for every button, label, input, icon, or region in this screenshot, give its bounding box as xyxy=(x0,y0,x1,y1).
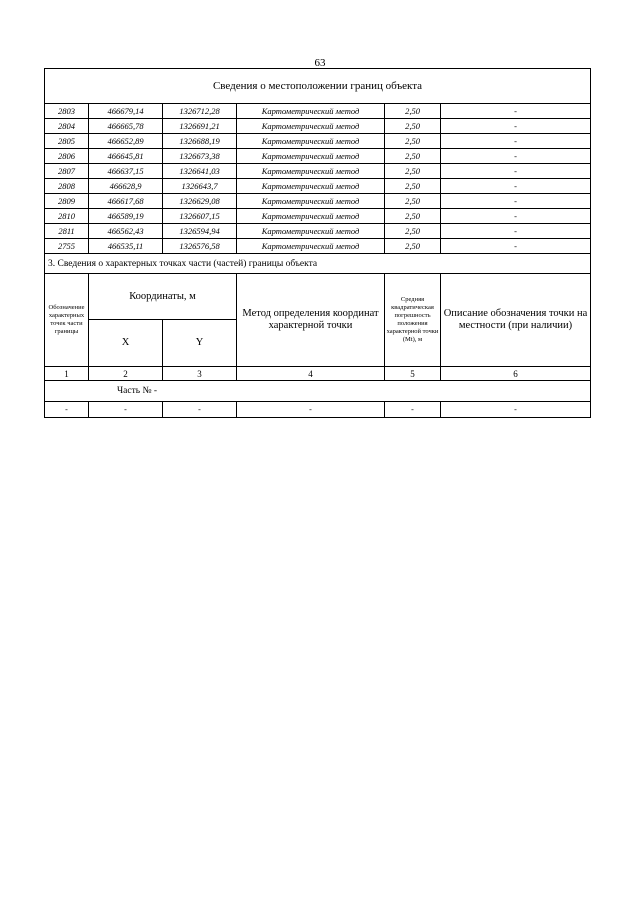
table-cell: 2,50 xyxy=(385,194,441,209)
table-cell: 1326607,15 xyxy=(163,209,237,224)
table-cell: 466628,9 xyxy=(89,179,163,194)
table-row xyxy=(45,239,591,254)
table-cell: - xyxy=(441,134,591,149)
table-cell: 1326688,19 xyxy=(163,134,237,149)
table-cell: Картометрический метод xyxy=(237,179,385,194)
table-row xyxy=(45,134,591,149)
table-cell: - xyxy=(441,239,591,254)
table-cell: 1326641,03 xyxy=(163,164,237,179)
table-cell: - xyxy=(441,164,591,179)
table-row xyxy=(45,119,591,134)
table-cell: 466637,15 xyxy=(89,164,163,179)
table-cell: - xyxy=(441,119,591,134)
page-number: 63 xyxy=(314,57,326,69)
table-cell: - xyxy=(89,402,163,418)
table-cell: Картометрический метод xyxy=(237,119,385,134)
column-number: 2 xyxy=(89,367,163,381)
table-cell: 2755 xyxy=(45,239,89,254)
table-cell: 466535,11 xyxy=(89,239,163,254)
table-cell: 1326576,58 xyxy=(163,239,237,254)
table-row xyxy=(45,194,591,209)
header-method: Метод определения координат характерной точки xyxy=(237,274,385,367)
table-cell: 2807 xyxy=(45,164,89,179)
table-row xyxy=(45,179,591,194)
part-label: Часть № - xyxy=(45,381,591,402)
column-number: 6 xyxy=(441,367,591,381)
table-cell: Картометрический метод xyxy=(237,239,385,254)
table-cell: - xyxy=(45,402,89,418)
table-cell: 466617,68 xyxy=(89,194,163,209)
column-number: 4 xyxy=(237,367,385,381)
table-cell: 1326594,94 xyxy=(163,224,237,239)
table-cell: 2,50 xyxy=(385,224,441,239)
table-cell: 466645,81 xyxy=(89,149,163,164)
table-cell: 1326691,21 xyxy=(163,119,237,134)
table-cell: 466562,43 xyxy=(89,224,163,239)
header-x: X xyxy=(89,320,163,367)
header-point-designation: Обозначение характерных точек части границы xyxy=(45,274,89,367)
table-cell: Картометрический метод xyxy=(237,224,385,239)
table-row xyxy=(45,164,591,179)
table-cell: 2,50 xyxy=(385,179,441,194)
table-row xyxy=(45,149,591,164)
column-number: 3 xyxy=(163,367,237,381)
table-cell: - xyxy=(163,402,237,418)
table-cell: 2806 xyxy=(45,149,89,164)
table-cell: - xyxy=(441,104,591,119)
table-cell: 2803 xyxy=(45,104,89,119)
table-cell: 2,50 xyxy=(385,149,441,164)
table-row xyxy=(45,104,591,119)
table-cell: - xyxy=(441,209,591,224)
header-coordinates: Координаты, м xyxy=(89,274,237,320)
table-cell: Картометрический метод xyxy=(237,149,385,164)
table-cell: - xyxy=(441,194,591,209)
table-cell: 2805 xyxy=(45,134,89,149)
header-description: Описание обозначения точки на местности (при наличии) xyxy=(441,274,591,367)
table-cell: Картометрический метод xyxy=(237,194,385,209)
table-cell: - xyxy=(441,149,591,164)
table-cell: 2,50 xyxy=(385,119,441,134)
table-cell: - xyxy=(441,402,591,418)
table-cell: 2804 xyxy=(45,119,89,134)
table-cell: 466652,89 xyxy=(89,134,163,149)
table-cell: 2,50 xyxy=(385,104,441,119)
table-cell: 1326712,28 xyxy=(163,104,237,119)
header-accuracy: Средняя квадратическая погрешность положения характерной точки (Mt), м xyxy=(385,274,441,367)
table-cell: - xyxy=(237,402,385,418)
table-cell: Картометрический метод xyxy=(237,209,385,224)
section3-title: 3. Сведения о характерных точках части (частей) границы объекта xyxy=(45,254,591,274)
table-cell: 2,50 xyxy=(385,239,441,254)
table-cell: 466589,19 xyxy=(89,209,163,224)
table-cell: - xyxy=(441,179,591,194)
table-cell: 466665,78 xyxy=(89,119,163,134)
table-cell: Картометрический метод xyxy=(237,104,385,119)
table-row xyxy=(45,209,591,224)
table-cell: - xyxy=(385,402,441,418)
table-cell: - xyxy=(441,224,591,239)
section-title: Сведения о местоположении границ объекта xyxy=(45,69,591,104)
column-number: 1 xyxy=(45,367,89,381)
boundary-table xyxy=(44,68,591,418)
table-cell: 2808 xyxy=(45,179,89,194)
table-cell: 466679,14 xyxy=(89,104,163,119)
table-cell: 1326629,08 xyxy=(163,194,237,209)
table-cell: 2811 xyxy=(45,224,89,239)
table-cell: 1326673,38 xyxy=(163,149,237,164)
table-cell: 2,50 xyxy=(385,209,441,224)
header-y: Y xyxy=(163,320,237,367)
table-cell: 2,50 xyxy=(385,164,441,179)
table-cell: 2,50 xyxy=(385,134,441,149)
table-cell: Картометрический метод xyxy=(237,134,385,149)
table-cell: 2810 xyxy=(45,209,89,224)
table-cell: Картометрический метод xyxy=(237,164,385,179)
table-cell: 2809 xyxy=(45,194,89,209)
column-number: 5 xyxy=(385,367,441,381)
table-row xyxy=(45,224,591,239)
table-cell: 1326643,7 xyxy=(163,179,237,194)
